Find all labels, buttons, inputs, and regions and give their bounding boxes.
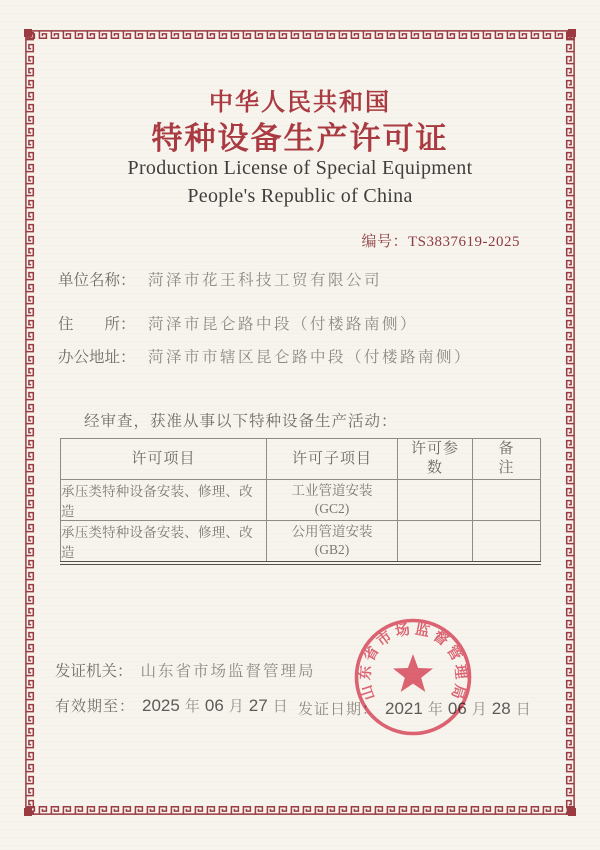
- cell-sub-item: [267, 521, 398, 564]
- table-header-row: [61, 439, 541, 480]
- field-company-name: [58, 268, 382, 290]
- seal-text: 山东省市场监督管理局: [357, 621, 469, 702]
- issue-year: 2021: [385, 699, 423, 718]
- border-top: [25, 30, 575, 40]
- border-corner-tr: [568, 29, 576, 37]
- year-unit: 年: [184, 699, 200, 715]
- field-company-name-label: 单位名称：: [58, 272, 136, 289]
- border-bottom: [25, 805, 575, 815]
- cell-remark: [473, 521, 541, 564]
- field-residence: [58, 312, 418, 334]
- sub-item-name: 工业管道安装: [291, 483, 373, 499]
- valid-until-label: 有效期至：: [55, 699, 136, 715]
- cell-parameters: [398, 521, 473, 564]
- column-header-remark: 备注: [473, 439, 541, 480]
- star-icon: [393, 654, 433, 692]
- cell-remark: [473, 480, 541, 521]
- issue-date-label: 发证日期：: [298, 702, 379, 718]
- cell-sub-item: [267, 480, 398, 521]
- valid-year: 2025: [142, 696, 180, 715]
- border-corner-bl: [24, 808, 32, 816]
- cell-project: 承压类特种设备安装、修理、改造: [61, 521, 267, 564]
- cell-project: 承压类特种设备安装、修理、改造: [61, 480, 267, 521]
- month-unit: 月: [471, 702, 487, 718]
- field-residence-label: 住 所：: [58, 316, 136, 333]
- issuing-authority-label: 发证机关：: [55, 663, 133, 680]
- title-cn-line1: 中华人民共和国: [209, 90, 391, 116]
- month-unit: 月: [228, 699, 244, 715]
- license-number: [361, 230, 520, 251]
- table-row: [61, 521, 541, 564]
- license-table: [60, 438, 541, 565]
- column-header-project: 许可项目: [61, 439, 267, 480]
- issue-day: 28: [491, 699, 511, 718]
- issue-month: 06: [447, 699, 467, 718]
- issuing-authority-value: 山东省市场监督管理局: [140, 663, 316, 680]
- valid-month: 06: [204, 696, 224, 715]
- day-unit: 日: [515, 702, 531, 718]
- official-seal: [348, 612, 478, 742]
- border-corner-br: [568, 808, 576, 816]
- day-unit: 日: [272, 699, 288, 715]
- valid-until-date: [55, 695, 290, 716]
- border-corner-tl: [24, 29, 32, 37]
- valid-day: 27: [248, 696, 268, 715]
- approval-statement: 经审查，获准从事以下特种设备生产活动：: [84, 413, 398, 430]
- title-cn-line2: 特种设备生产许可证: [151, 121, 449, 156]
- license-number-value: TS3837619-2025: [408, 234, 520, 250]
- cell-parameters: [398, 480, 473, 521]
- field-office-address-value: 菏泽市市辖区昆仑路中段（付楼路南侧）: [148, 349, 473, 366]
- field-residence-value: 菏泽市昆仑路中段（付楼路南侧）: [148, 316, 419, 333]
- field-office-address-label: 办公地址：: [58, 349, 136, 366]
- column-header-parameters: 许可参数: [398, 439, 473, 480]
- title-en-line2: People's Republic of China: [187, 185, 413, 207]
- year-unit: 年: [427, 702, 443, 718]
- field-office-address: [58, 345, 472, 367]
- license-number-label: 编号：: [361, 234, 408, 250]
- sub-item-name: 公用管道安装: [291, 524, 373, 540]
- table-row: [61, 480, 541, 521]
- sub-item-code: (GB2): [314, 542, 350, 557]
- sub-item-code: (GC2): [314, 501, 350, 516]
- column-header-sub-item: 许可子项目: [267, 439, 398, 480]
- title-en-line1: Production License of Special Equipment: [127, 157, 473, 179]
- field-company-name-value: 菏泽市花王科技工贸有限公司: [148, 272, 383, 289]
- issuing-authority: [55, 659, 316, 681]
